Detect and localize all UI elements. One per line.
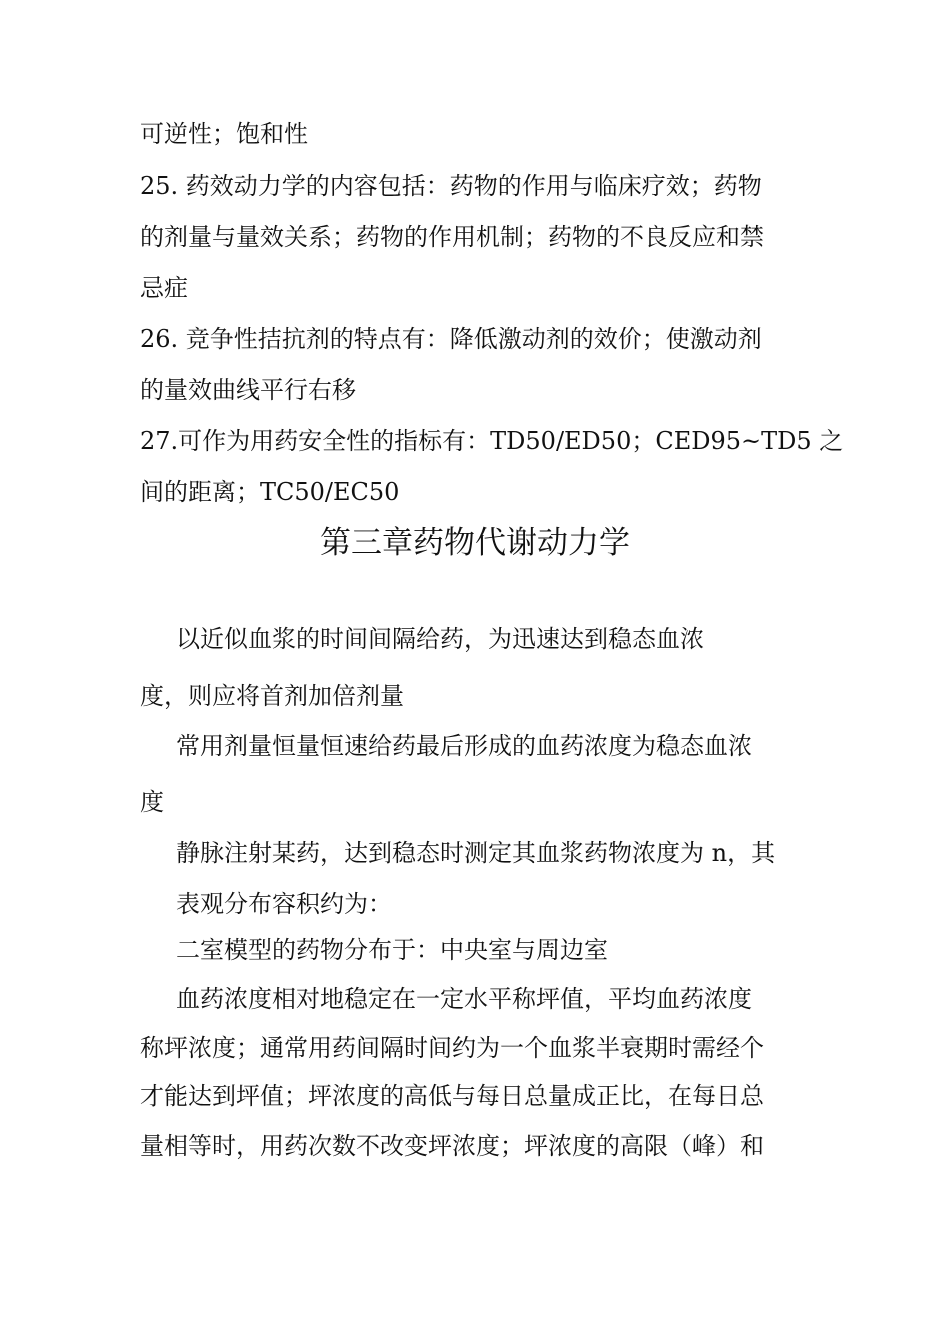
text-line: 度，则应将首剂加倍剂量 — [140, 682, 404, 710]
text-line: 血药浓度相对地稳定在一定水平称坪值，平均血药浓度 — [176, 985, 752, 1013]
text-line: 忌症 — [140, 274, 188, 302]
text-line: 可逆性；饱和性 — [140, 120, 308, 148]
text-line: 的量效曲线平行右移 — [140, 376, 356, 404]
text-line: 量相等时，用药次数不改变坪浓度；坪浓度的高限（峰）和 — [140, 1132, 764, 1160]
text-line: 静脉注射某药，达到稳态时测定其血浆药物浓度为 n，其 — [176, 839, 776, 867]
text-line: 27.可作为用药安全性的指标有：TD50/ED50；CED95~TD5 之 — [140, 427, 844, 455]
text-line: 以近似血浆的时间间隔给药，为迅速达到稳态血浓 — [176, 625, 704, 653]
text-line: 二室模型的药物分布于：中央室与周边室 — [176, 936, 608, 964]
text-line: 常用剂量恒量恒速给药最后形成的血药浓度为稳态血浓 — [176, 732, 752, 760]
text-line: 才能达到坪值；坪浓度的高低与每日总量成正比，在每日总 — [140, 1082, 764, 1110]
text-line: 的剂量与量效关系；药物的作用机制；药物的不良反应和禁 — [140, 223, 764, 251]
text-line: 表观分布容积约为： — [176, 890, 392, 918]
text-line: 26. 竞争性拮抗剂的特点有：降低激动剂的效价；使激动剂 — [140, 325, 762, 353]
text-line: 间的距离；TC50/EC50 — [140, 478, 400, 506]
text-line: 称坪浓度；通常用药间隔时间约为一个血浆半衰期时需经个 — [140, 1034, 764, 1062]
text-line: 25. 药效动力学的内容包括：药物的作用与临床疗效；药物 — [140, 172, 762, 200]
text-line: 度 — [140, 788, 164, 816]
chapter-title: 第三章药物代谢动力学 — [320, 525, 630, 561]
